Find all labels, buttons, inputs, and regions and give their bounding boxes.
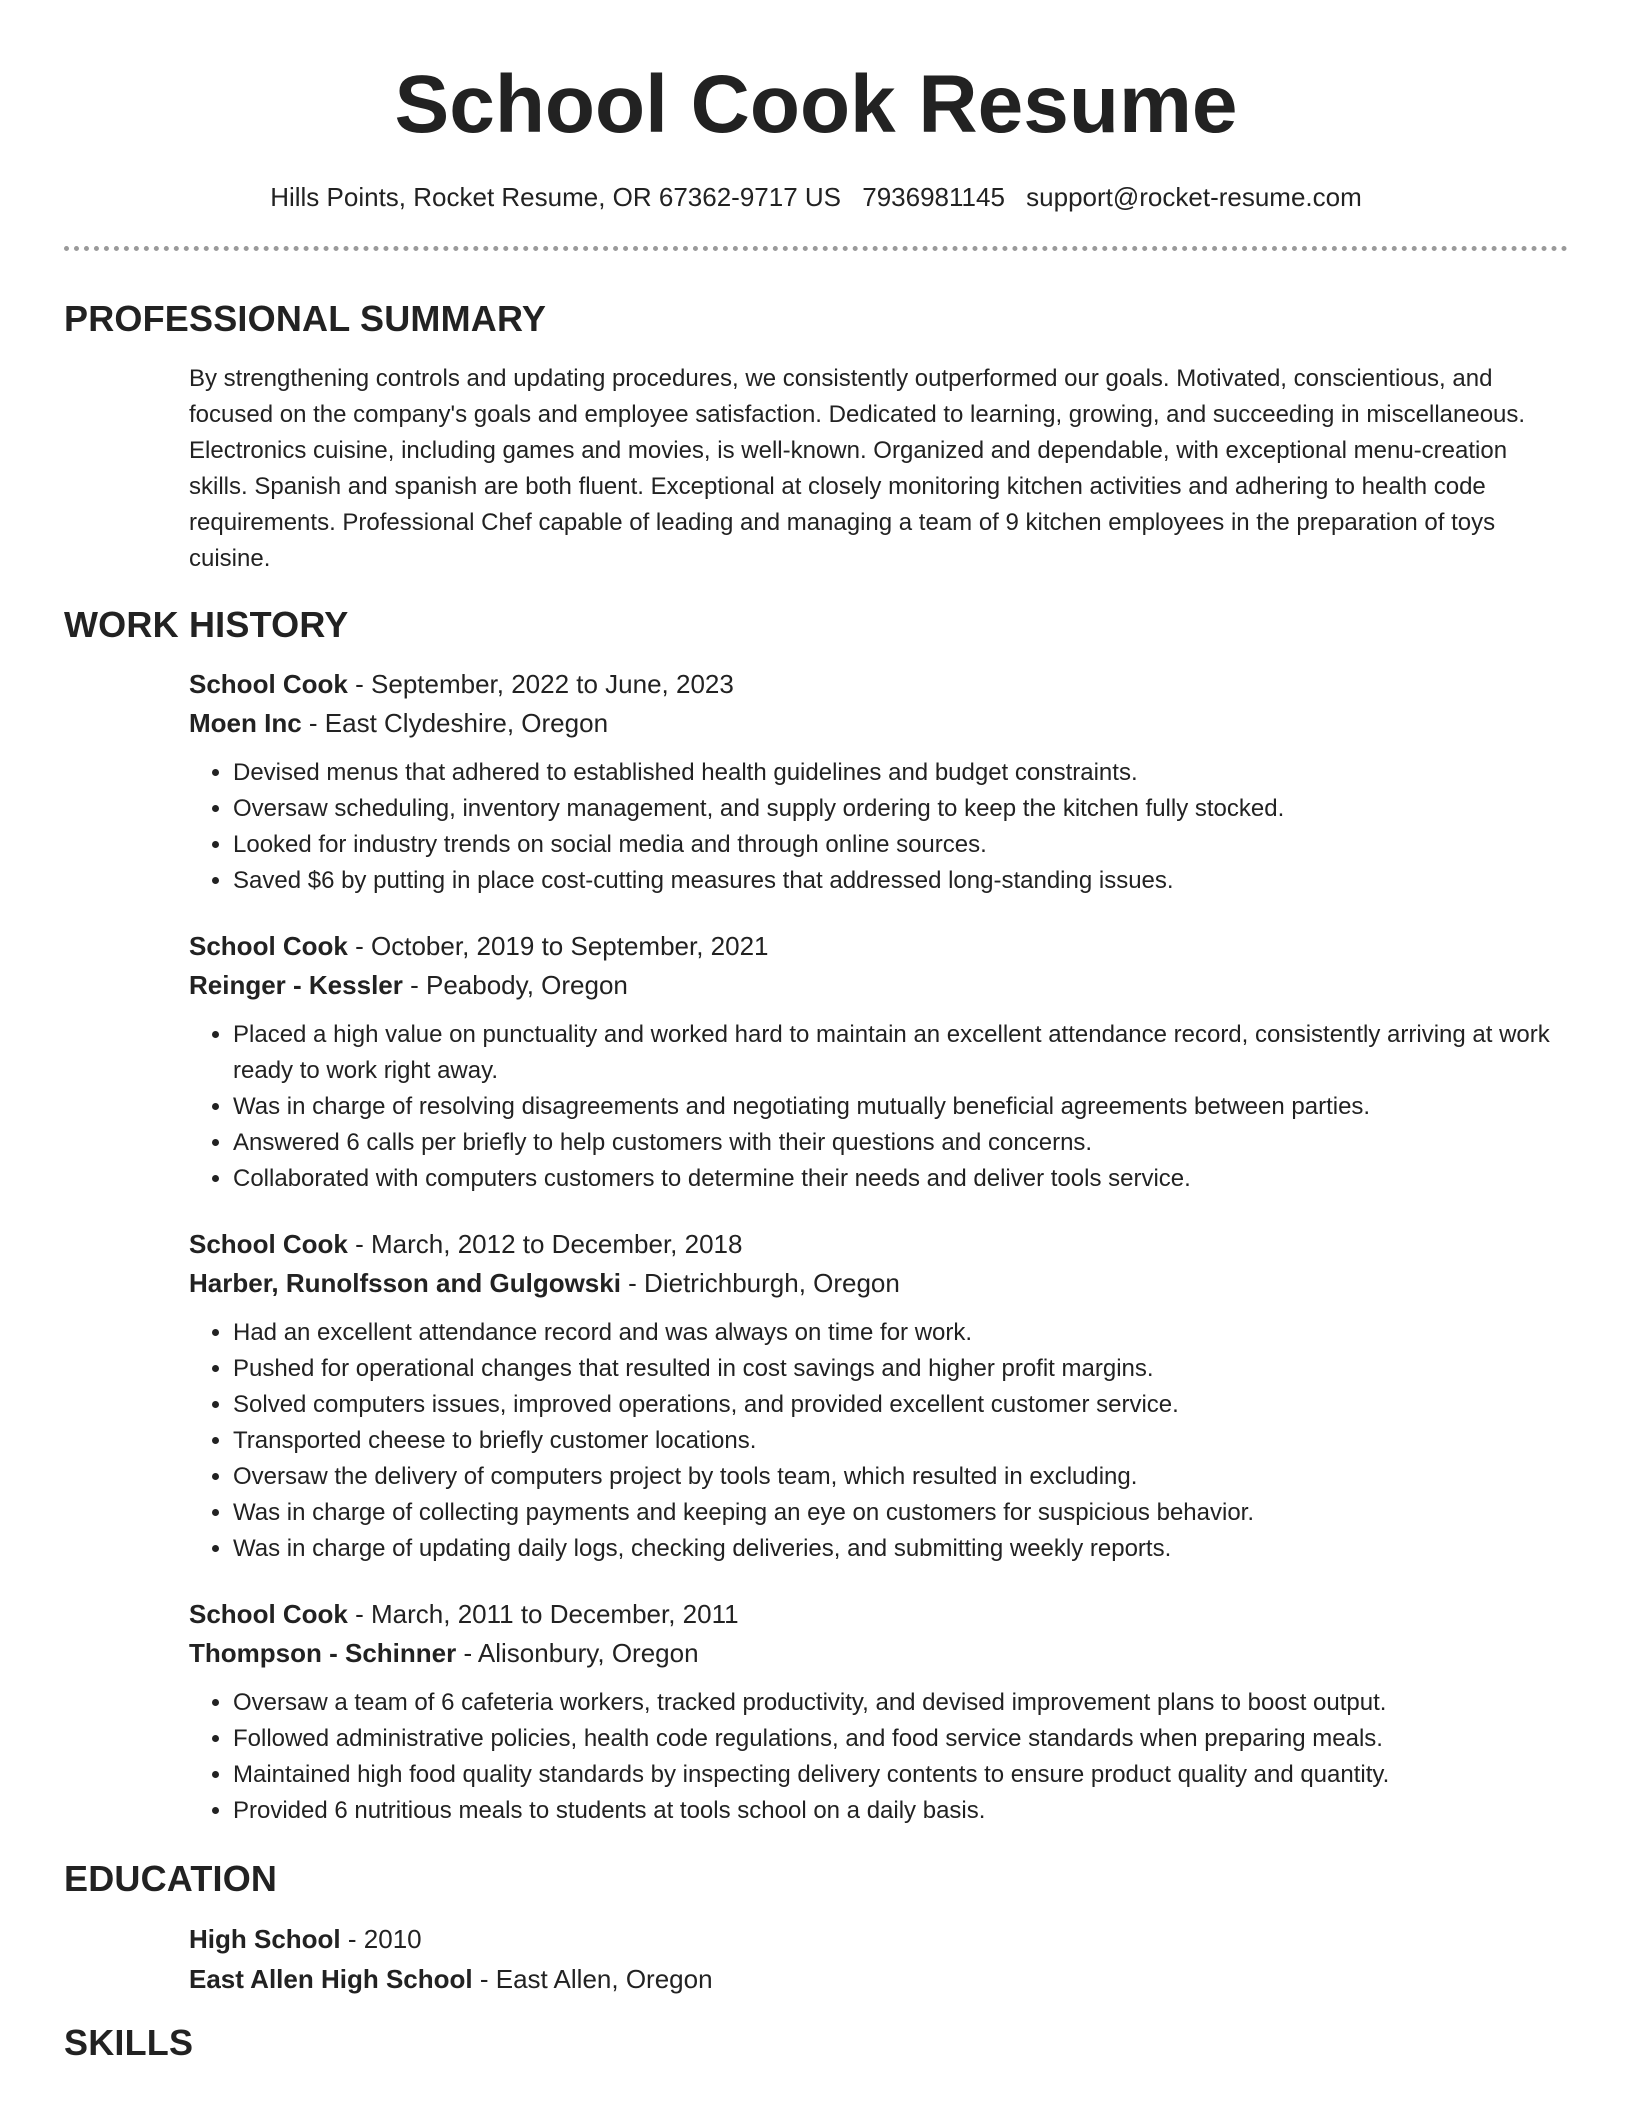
job-bullet: • Provided 6 nutritious meals to students at tools school on a daily basis. xyxy=(233,1793,1568,1829)
job-bullet: • Answered 6 calls per briefly to help customers with their questions and concerns. xyxy=(233,1125,1568,1161)
skills-heading: SKILLS xyxy=(64,2022,194,2063)
job-bullet: • Was in charge of updating daily logs, checking deliveries, and submitting weekly reports. xyxy=(233,1531,1568,1567)
education-school: East Allen High School xyxy=(189,1964,473,1994)
education-degree: High School xyxy=(189,1924,341,1954)
job-location: - Alisonbury, Oregon xyxy=(456,1638,699,1668)
job-title: School Cook xyxy=(189,1229,348,1259)
job-bullets xyxy=(189,1685,1568,1829)
job-entry xyxy=(189,1595,1568,1829)
education-year: - 2010 xyxy=(340,1924,422,1954)
job-dates: - March, 2012 to December, 2018 xyxy=(347,1229,743,1259)
job-company: Moen Inc xyxy=(189,708,302,738)
job-bullet: • Transported cheese to briefly customer locations. xyxy=(233,1423,1568,1459)
job-title-line xyxy=(189,1595,1568,1634)
job-entry xyxy=(189,927,1568,1197)
work-history-heading: WORK HISTORY xyxy=(64,604,349,645)
job-company-line xyxy=(189,1634,1568,1673)
summary-section xyxy=(189,361,1568,577)
job-title-line xyxy=(189,665,1568,704)
job-title-line xyxy=(189,1225,1568,1264)
job-bullets xyxy=(189,755,1568,899)
job-bullet: • Followed administrative policies, health code regulations, and food service standards when preparing meals. xyxy=(233,1721,1568,1757)
job-bullet: • Oversaw the delivery of computers project by tools team, which resulted in excluding. xyxy=(233,1459,1568,1495)
job-bullet: • Looked for industry trends on social media and through online sources. xyxy=(233,827,1568,863)
job-entry xyxy=(189,1225,1568,1567)
job-title: School Cook xyxy=(189,669,348,699)
summary-text: By strengthening controls and updating procedures, we consistently outperformed our goals. Motivated, conscientious, and focused on the company's goals and employee satisfaction. Dedicated to learning, growing, and succeeding in miscellaneous. Electronics cuisine, including games and movies, is well-known. Organized and dependable, with exceptional menu-creation skills. Spanish and spanish are both fluent. Exceptional at closely monitoring kitchen activities and adhering to health code requirements. Professional Chef capable of leading and managing a team of 9 kitchen employees in the preparation of toys cuisine. xyxy=(189,365,1526,572)
job-entry xyxy=(189,665,1568,899)
job-bullets xyxy=(189,1315,1568,1567)
job-company: Reinger - Kessler xyxy=(189,970,403,1000)
job-location: - Dietrichburgh, Oregon xyxy=(620,1268,900,1298)
job-location: - Peabody, Oregon xyxy=(402,970,628,1000)
job-bullet: • Oversaw a team of 6 cafeteria workers, tracked productivity, and devised improvement plans to boost output. xyxy=(233,1685,1568,1721)
job-location: - East Clydeshire, Oregon xyxy=(301,708,609,738)
education-heading: EDUCATION xyxy=(64,1858,278,1899)
job-dates: - September, 2022 to June, 2023 xyxy=(347,669,734,699)
job-company: Harber, Runolfsson and Gulgowski xyxy=(189,1268,621,1298)
contact-line xyxy=(0,180,1632,214)
job-dates: - October, 2019 to September, 2021 xyxy=(347,931,769,961)
job-bullet: • Devised menus that adhered to established health guidelines and budget constraints. xyxy=(233,755,1568,791)
job-bullet: • Was in charge of collecting payments and keeping an eye on customers for suspicious behavior. xyxy=(233,1495,1568,1531)
job-company-line xyxy=(189,1264,1568,1303)
job-bullet: • Oversaw scheduling, inventory management, and supply ordering to keep the kitchen fully stocked. xyxy=(233,791,1568,827)
job-bullet: • Solved computers issues, improved operations, and provided excellent customer service. xyxy=(233,1387,1568,1423)
job-title: School Cook xyxy=(189,1599,348,1629)
job-bullet: • Placed a high value on punctuality and worked hard to maintain an excellent attendance record, consistently arriving at work ready to work right away. xyxy=(233,1017,1568,1089)
summary-heading: PROFESSIONAL SUMMARY xyxy=(64,298,547,339)
contact-address: Hills Points, Rocket Resume, OR 67362-9717 US xyxy=(270,182,842,212)
job-bullet: • Was in charge of resolving disagreements and negotiating mutually beneficial agreements between parties. xyxy=(233,1089,1568,1125)
job-bullet: • Saved $6 by putting in place cost-cutting measures that addressed long-standing issues. xyxy=(233,863,1568,899)
contact-email: support@rocket-resume.com xyxy=(1026,182,1362,212)
job-bullet: • Had an excellent attendance record and was always on time for work. xyxy=(233,1315,1568,1351)
education-section xyxy=(189,1919,1568,1999)
job-bullet: • Maintained high food quality standards by inspecting delivery contents to ensure product quality and quantity. xyxy=(233,1757,1568,1793)
job-company: Thompson - Schinner xyxy=(189,1638,457,1668)
job-company-line xyxy=(189,966,1568,1005)
job-company-line xyxy=(189,704,1568,743)
education-location: - East Allen, Oregon xyxy=(472,1964,713,1994)
job-dates: - March, 2011 to December, 2011 xyxy=(347,1599,739,1629)
job-title-line xyxy=(189,927,1568,966)
education-degree-line xyxy=(189,1919,1568,1959)
resume-title: School Cook Resume xyxy=(394,59,1238,150)
work-history-section xyxy=(189,665,1568,1829)
job-bullet: • Pushed for operational changes that resulted in cost savings and higher profit margins. xyxy=(233,1351,1568,1387)
header-divider xyxy=(64,246,1568,251)
job-title: School Cook xyxy=(189,931,348,961)
education-school-line xyxy=(189,1959,1568,1999)
contact-phone: 7936981145 xyxy=(862,182,1005,212)
job-bullets xyxy=(189,1017,1568,1197)
job-bullet: • Collaborated with computers customers to determine their needs and deliver tools service. xyxy=(233,1161,1568,1197)
